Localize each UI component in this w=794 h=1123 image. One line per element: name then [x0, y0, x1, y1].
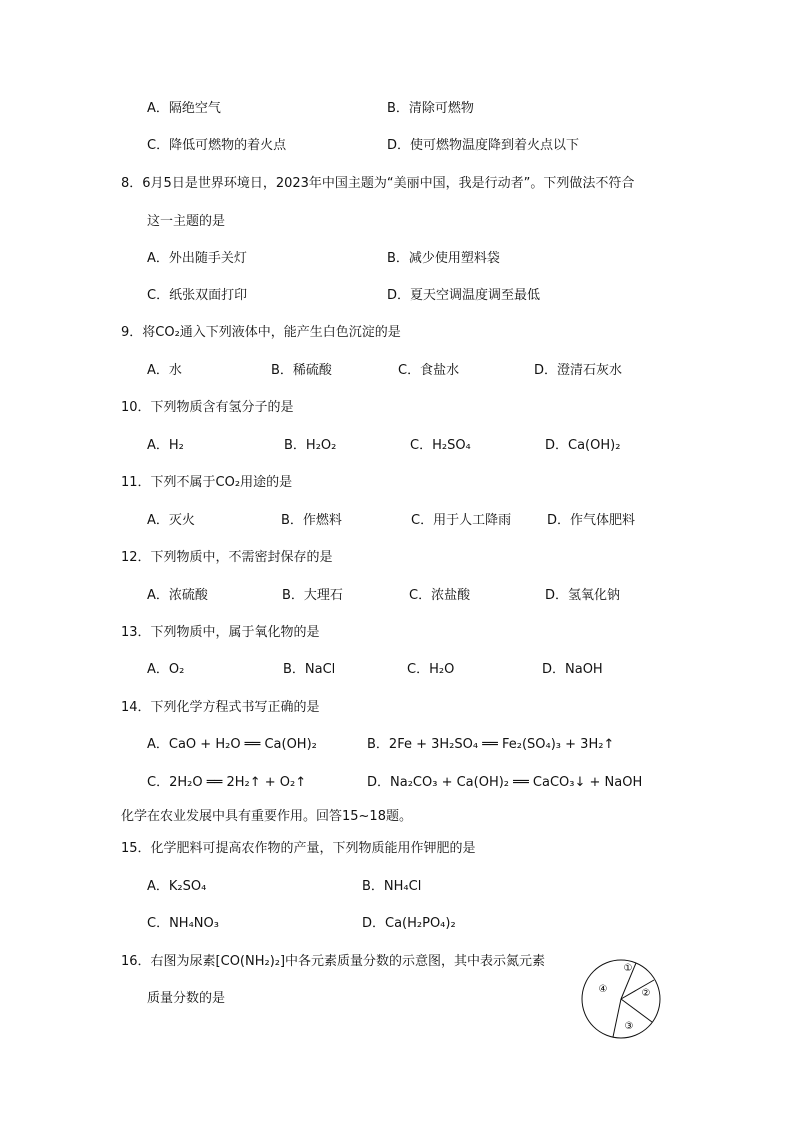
q9-option-a: A．水	[147, 363, 182, 378]
pie-label-3: ③	[624, 1021, 634, 1032]
q12-option-a: A．浓硫酸	[147, 588, 208, 603]
q9-option-c: C．食盐水	[398, 363, 460, 378]
q9-stem: 9．将CO₂通入下列液体中，能产生白色沉淀的是	[121, 325, 401, 340]
q11-option-b: B．作燃料	[281, 513, 342, 528]
q13-option-b: B．NaCl	[283, 662, 336, 677]
q8-stem-line2: 这一主题的是	[147, 214, 226, 229]
q8-option-b: B．减少使用塑料袋	[387, 251, 500, 266]
q9-option-d: D．澄清石灰水	[534, 363, 623, 378]
q12-option-d: D．氢氧化钠	[545, 588, 621, 603]
pie-label-4: ④	[598, 984, 608, 995]
q14-option-d: D．Na₂CO₃ + Ca(OH)₂ ══ CaCO₃↓ + NaOH	[367, 775, 643, 790]
q8-stem-line1: 8．6月5日是世界环境日，2023年中国主题为“美丽中国，我是行动者”。下列做法不符合	[121, 176, 635, 191]
q7-option-a: A．隔绝空气	[147, 101, 221, 116]
q13-option-c: C．H₂O	[407, 662, 455, 677]
q11-option-d: D．作气体肥料	[547, 513, 636, 528]
q10-stem: 10．下列物质含有氢分子的是	[121, 400, 294, 415]
urea-mass-fraction-pie	[580, 958, 662, 1040]
q14-stem: 14．下列化学方程式书写正确的是	[121, 700, 320, 715]
q15-stem: 15．化学肥料可提高农作物的产量，下列物质能用作钾肥的是	[121, 841, 476, 856]
q12-stem: 12．下列物质中，不需密封保存的是	[121, 550, 333, 565]
q7-option-d: D．使可燃物温度降到着火点以下	[387, 138, 580, 153]
q16-stem-line1: 16．右图为尿素[CO(NH₂)₂]中各元素质量分数的示意图，其中表示氮元素	[121, 954, 546, 969]
q14-option-c: C．2H₂O ══ 2H₂↑ + O₂↑	[147, 775, 307, 790]
q15-option-b: B．NH₄Cl	[362, 879, 422, 894]
q7-option-c: C．降低可燃物的着火点	[147, 138, 287, 153]
q15-option-c: C．NH₄NO₃	[147, 916, 219, 931]
q15-option-a: A．K₂SO₄	[147, 879, 207, 894]
q7-option-b: B．清除可燃物	[387, 101, 474, 116]
q13-option-a: A．O₂	[147, 662, 185, 677]
q15-option-d: D．Ca(H₂PO₄)₂	[362, 916, 456, 931]
q11-stem: 11．下列不属于CO₂用途的是	[121, 475, 293, 490]
q9-option-b: B．稀硫酸	[271, 363, 332, 378]
q12-option-b: B．大理石	[282, 588, 343, 603]
q11-option-c: C．用于人工降雨	[411, 513, 512, 528]
section-intro: 化学在农业发展中具有重要作用。回答15~18题。	[121, 809, 412, 824]
q14-option-a: A．CaO + H₂O ══ Ca(OH)₂	[147, 737, 317, 752]
q11-option-a: A．灭火	[147, 513, 195, 528]
pie-divider-4	[613, 999, 621, 1037]
pie-label-1: ①	[623, 963, 633, 974]
q10-option-d: D．Ca(OH)₂	[545, 438, 621, 453]
q10-option-c: C．H₂SO₄	[410, 438, 471, 453]
pie-label-2: ②	[641, 988, 651, 999]
q10-option-b: B．H₂O₂	[284, 438, 337, 453]
pie-divider-3	[621, 999, 652, 1022]
q8-option-d: D．夏天空调温度调至最低	[387, 288, 541, 303]
q13-stem: 13．下列物质中，属于氧化物的是	[121, 625, 320, 640]
q8-option-a: A．外出随手关灯	[147, 251, 247, 266]
q13-option-d: D．NaOH	[542, 662, 603, 677]
q12-option-c: C．浓盐酸	[409, 588, 471, 603]
q10-option-a: A．H₂	[147, 438, 184, 453]
q8-option-c: C．纸张双面打印	[147, 288, 248, 303]
q16-stem-line2: 质量分数的是	[147, 991, 226, 1006]
q14-option-b: B．2Fe + 3H₂SO₄ ══ Fe₂(SO₄)₃ + 3H₂↑	[367, 737, 615, 752]
